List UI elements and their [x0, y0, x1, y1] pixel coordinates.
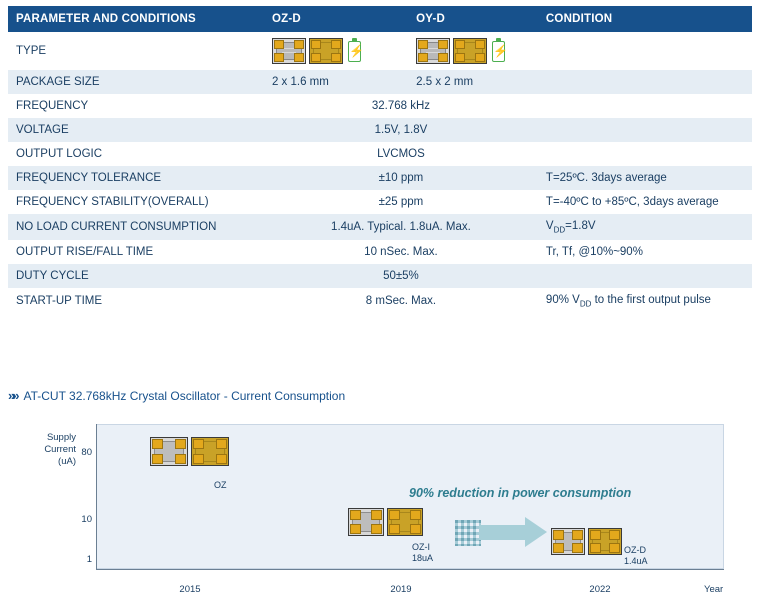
cell-merged-value: ±25 ppm	[264, 190, 538, 214]
cell-condition: T=-40ºC to +85ºC, 3days average	[538, 190, 752, 214]
cell-parameter: PACKAGE SIZE	[8, 70, 264, 94]
package-pad	[152, 454, 163, 464]
column-header-condition: CONDITION	[538, 6, 752, 32]
package-pad	[410, 510, 421, 520]
table-row	[8, 190, 752, 214]
cell-parameter: FREQUENCY	[8, 94, 264, 118]
table-row	[8, 166, 752, 190]
section-heading	[8, 388, 345, 403]
package-pad	[553, 530, 564, 540]
package-pad	[274, 53, 284, 62]
chart-point-value: 18uA	[412, 553, 434, 563]
cell-parameter: OUTPUT LOGIC	[8, 142, 264, 166]
arrow-dot-pattern	[455, 520, 481, 546]
chart-y-axis-title	[24, 432, 76, 468]
chart-point-2019	[348, 508, 423, 536]
table-row	[8, 240, 752, 264]
crystal-package-icon	[551, 528, 585, 555]
cell-condition	[538, 142, 752, 166]
package-pad	[553, 543, 564, 553]
cell-condition	[538, 70, 752, 94]
cell-condition	[538, 264, 752, 288]
cell-parameter: FREQUENCY TOLERANCE	[8, 166, 264, 190]
cell-parameter: VOLTAGE	[8, 118, 264, 142]
condition-prefix: 90% V	[545, 294, 580, 307]
chart-x-tick-2022: 2022	[589, 584, 611, 595]
chart-point-value: 1.4uA	[624, 556, 648, 566]
crystal-package-icon	[150, 437, 188, 466]
cell-merged-value: 32.768 kHz	[264, 94, 538, 118]
package-pad	[311, 40, 321, 49]
package-pad	[475, 40, 485, 49]
cell-parameter: OUTPUT RISE/FALL TIME	[8, 240, 264, 264]
chart-y-tick-80: 80	[81, 447, 92, 458]
chart-point-label-2022	[624, 545, 648, 567]
package-pad	[216, 454, 227, 464]
specification-table	[8, 6, 752, 315]
cell-condition	[538, 32, 752, 70]
condition-suffix: to the first output pulse	[591, 294, 711, 307]
package-pad	[572, 543, 583, 553]
crystal-package-icon	[416, 38, 450, 64]
package-pad	[410, 524, 421, 534]
cell-condition	[538, 118, 752, 142]
package-pad	[193, 439, 204, 449]
crystal-package-icon	[272, 38, 306, 64]
cell-condition: T=25ºC. 3days average	[538, 166, 752, 190]
chart-point-2022	[551, 528, 622, 555]
package-pad	[609, 543, 620, 553]
oyd-package-icon-group	[416, 38, 530, 64]
chart-point-label-2015	[214, 480, 227, 491]
table-row	[8, 70, 752, 94]
section-title: AT-CUT 32.768kHz Crystal Oscillator - Current Consumption	[23, 388, 346, 403]
package-pad	[455, 40, 465, 49]
chart-point-name: OZ	[214, 480, 227, 490]
cell-parameter: START-UP TIME	[8, 288, 264, 314]
cell-parameter: TYPE	[8, 32, 264, 70]
battery-icon	[348, 41, 364, 62]
battery-icon	[492, 41, 509, 62]
package-pad	[331, 53, 341, 62]
crystal-package-bottom-icon	[191, 437, 229, 466]
chart-y-axis-line	[96, 424, 97, 570]
lightning-bolt-icon: ⚡	[348, 43, 364, 58]
cell-parameter: FREQUENCY STABILITY(OVERALL)	[8, 190, 264, 214]
package-pad	[274, 40, 284, 49]
cell-merged-value: 10 nSec. Max.	[264, 240, 538, 264]
cell-merged-value: 8 mSec. Max.	[264, 288, 538, 314]
chart-y-tick-1: 1	[86, 554, 92, 565]
table-row	[8, 214, 752, 240]
column-header-parameter: PARAMETER AND CONDITIONS	[8, 6, 264, 32]
arrow-shaft	[479, 525, 527, 540]
crystal-package-bottom-icon	[453, 38, 487, 64]
package-pad	[371, 524, 382, 534]
table-header	[8, 6, 752, 32]
chart-y-tick-10: 10	[81, 514, 92, 525]
cell-oyd-packages	[408, 32, 538, 70]
package-pad	[418, 53, 428, 62]
crystal-package-bottom-icon	[588, 528, 622, 555]
package-pad	[438, 40, 448, 49]
table-row	[8, 94, 752, 118]
y-axis-title-line3: (uA)	[58, 456, 76, 467]
package-pad	[175, 454, 186, 464]
condition-subscript: DD	[579, 299, 592, 309]
column-header-ozd: OZ-D	[264, 6, 408, 32]
package-pad	[311, 53, 321, 62]
y-axis-title-line1: Supply	[46, 432, 76, 443]
lightning-bolt-icon: ⚡	[493, 43, 509, 58]
y-axis-title-line2: Current	[44, 444, 76, 455]
chart-point-name: OZ-I	[412, 542, 430, 552]
package-pad	[152, 439, 163, 449]
package-pad	[609, 530, 620, 540]
cell-ozd-packages	[264, 32, 408, 70]
package-pad	[216, 439, 227, 449]
cell-merged-value: 1.4uA. Typical. 1.8uA. Max.	[264, 214, 538, 240]
package-pad	[350, 524, 361, 534]
chart-point-label-2019	[412, 542, 433, 564]
condition-prefix: V	[545, 220, 554, 232]
condition-suffix: =1.8V	[565, 220, 596, 232]
package-pad	[371, 510, 382, 520]
table-row	[8, 288, 752, 314]
crystal-package-bottom-icon	[387, 508, 423, 536]
chevron-right-icon: »»	[8, 388, 17, 403]
package-pad	[455, 53, 465, 62]
cell-merged-value: LVCMOS	[264, 142, 538, 166]
package-pad	[175, 439, 186, 449]
ozd-package-icon-group	[272, 38, 400, 64]
chart-x-axis-line	[96, 569, 724, 570]
package-pad	[590, 530, 601, 540]
table-row	[8, 142, 752, 166]
chart-x-axis-title: Year	[704, 584, 724, 595]
crystal-package-bottom-icon	[309, 38, 343, 64]
cell-ozd: 2 x 1.6 mm	[264, 70, 408, 94]
package-pad	[389, 524, 400, 534]
package-pad	[418, 40, 428, 49]
package-pad	[389, 510, 400, 520]
package-pad	[590, 543, 601, 553]
cell-merged-value: ±10 ppm	[264, 166, 538, 190]
package-pad	[438, 53, 448, 62]
package-pad	[331, 40, 341, 49]
table-row	[8, 118, 752, 142]
table-body	[8, 32, 752, 315]
cell-parameter: DUTY CYCLE	[8, 264, 264, 288]
chart-annotation: 90% reduction in power consumption	[409, 486, 632, 500]
package-pad	[350, 510, 361, 520]
table-row	[8, 264, 752, 288]
chart-point-2015	[150, 437, 229, 466]
crystal-package-icon	[348, 508, 384, 536]
package-pad	[475, 53, 485, 62]
column-header-oyd: OY-D	[408, 6, 538, 32]
arrow-head-icon	[525, 517, 547, 547]
cell-parameter: NO LOAD CURRENT CONSUMPTION	[8, 214, 264, 240]
cell-merged-value: 1.5V, 1.8V	[264, 118, 538, 142]
table-header-row	[8, 6, 752, 32]
table-row	[8, 32, 752, 70]
package-pad	[294, 40, 304, 49]
chart-point-name: OZ-D	[624, 545, 646, 555]
cell-condition	[538, 214, 752, 240]
cell-condition	[538, 94, 752, 118]
cell-condition	[538, 288, 752, 314]
package-pad	[572, 530, 583, 540]
cell-oyd: 2.5 x 2 mm	[408, 70, 538, 94]
cell-merged-value: 50±5%	[264, 264, 538, 288]
chart-x-tick-2015: 2015	[179, 584, 201, 595]
condition-subscript: DD	[553, 225, 566, 235]
chart-x-tick-2019: 2019	[390, 584, 412, 595]
package-pad	[294, 53, 304, 62]
package-pad	[193, 454, 204, 464]
cell-condition: Tr, Tf, @10%~90%	[538, 240, 752, 264]
chart-arrow	[455, 516, 549, 550]
